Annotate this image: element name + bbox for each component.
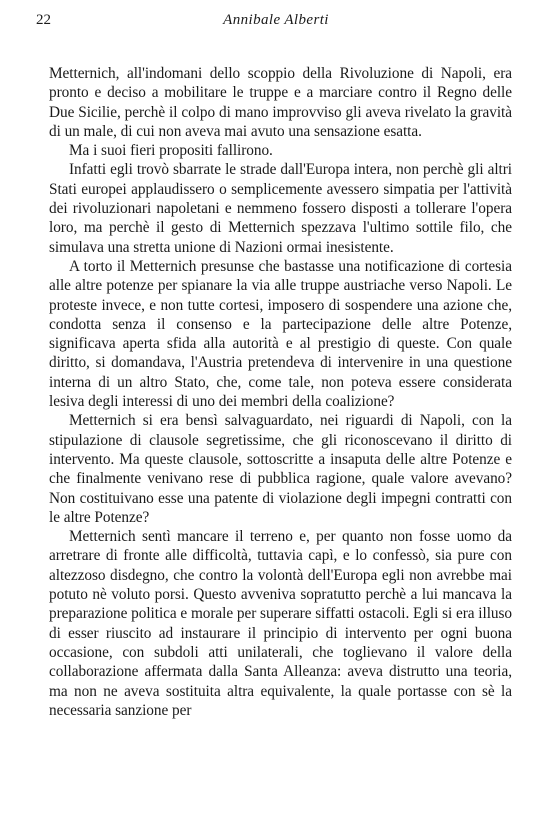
paragraph: Metternich, all'indomani dello scoppio della Rivoluzione di Napoli, era pronto e deciso a mobilitare le truppe e a marciare contro il Regno delle Due Sicilie, perchè il colpo di mano improvviso gli aveva rivelato la gravità di un male, di cui non aveva mai avuto una sensazione esatta. bbox=[49, 65, 512, 140]
paragraph: Ma i suoi fieri propositi fallirono. bbox=[69, 142, 273, 160]
paragraph: Metternich sentì mancare il terreno e, per quanto non fosse uomo da arretrare di fronte alle difficoltà, tuttavia capì, e lo confessò, sia pure con altezzoso disdegno, che contro la volontà dell'Europa egli non avrebbe mai potuto nè voluto porsi. Questo avveniva sopratutto perchè a lui mancava la preparazione politica e morale per superare siffatti ostacoli. Egli si era illuso di esser riuscito ad instaurare il principio di intervento per ogni buona occasione, con subdoli atti unilaterali, che toglievano il valore della collaborazione affermata dalla Santa Alleanza: aveva distrutto una teoria, ma non ne aveva sostituita altra equivalente, la quale portasse con sè la necessaria sanzione per bbox=[49, 528, 512, 719]
body-text bbox=[49, 64, 512, 720]
page-header bbox=[36, 10, 516, 34]
running-head: Annibale Alberti bbox=[223, 12, 329, 28]
page-number: 22 bbox=[36, 12, 51, 28]
paragraph: Metternich si era bensì salvaguardato, nei riguardi di Napoli, con la stipulazione di clausole segretissime, che gli riconoscevano il diritto di intervento. Ma queste clausole, sottoscritte a insaputa delle altre Potenze e che finalmente venivano rese di pubblica ragione, quale valore avevano? Non costituivano esse una patente di violazione degli impegni contratti con le altre Potenze? bbox=[49, 412, 512, 526]
paragraph: Infatti egli trovò sbarrate le strade dall'Europa intera, non perchè gli altri Stati europei applaudissero o semplicemente avessero simpatia per l'attività dei rivoluzionari napoletani e nemmeno fossero disposti a tollerare l'opera loro, ma perchè il gesto di Metternich spezzava l'ultimo sottile filo, che simulava una stretta unione di Nazioni ormai inesistente. bbox=[49, 161, 512, 256]
paragraph: A torto il Metternich presunse che bastasse una notificazione di cortesia alle altre potenze per spianare la via alle truppe austriache verso Napoli. Le proteste invece, e non tutte cortesi, imposero di sospendere una azione che, condotta senza il consenso e la partecipazione delle altre Potenze, significava aperta sfida alla autorità e al prestigio di queste. Con quale diritto, si domandava, l'Austria pretendeva di intervenire in una questione interna di un altro Stato, che, come tale, non poteva essere considerata lesiva degli interessi di uno dei membri della coalizione? bbox=[49, 257, 512, 411]
